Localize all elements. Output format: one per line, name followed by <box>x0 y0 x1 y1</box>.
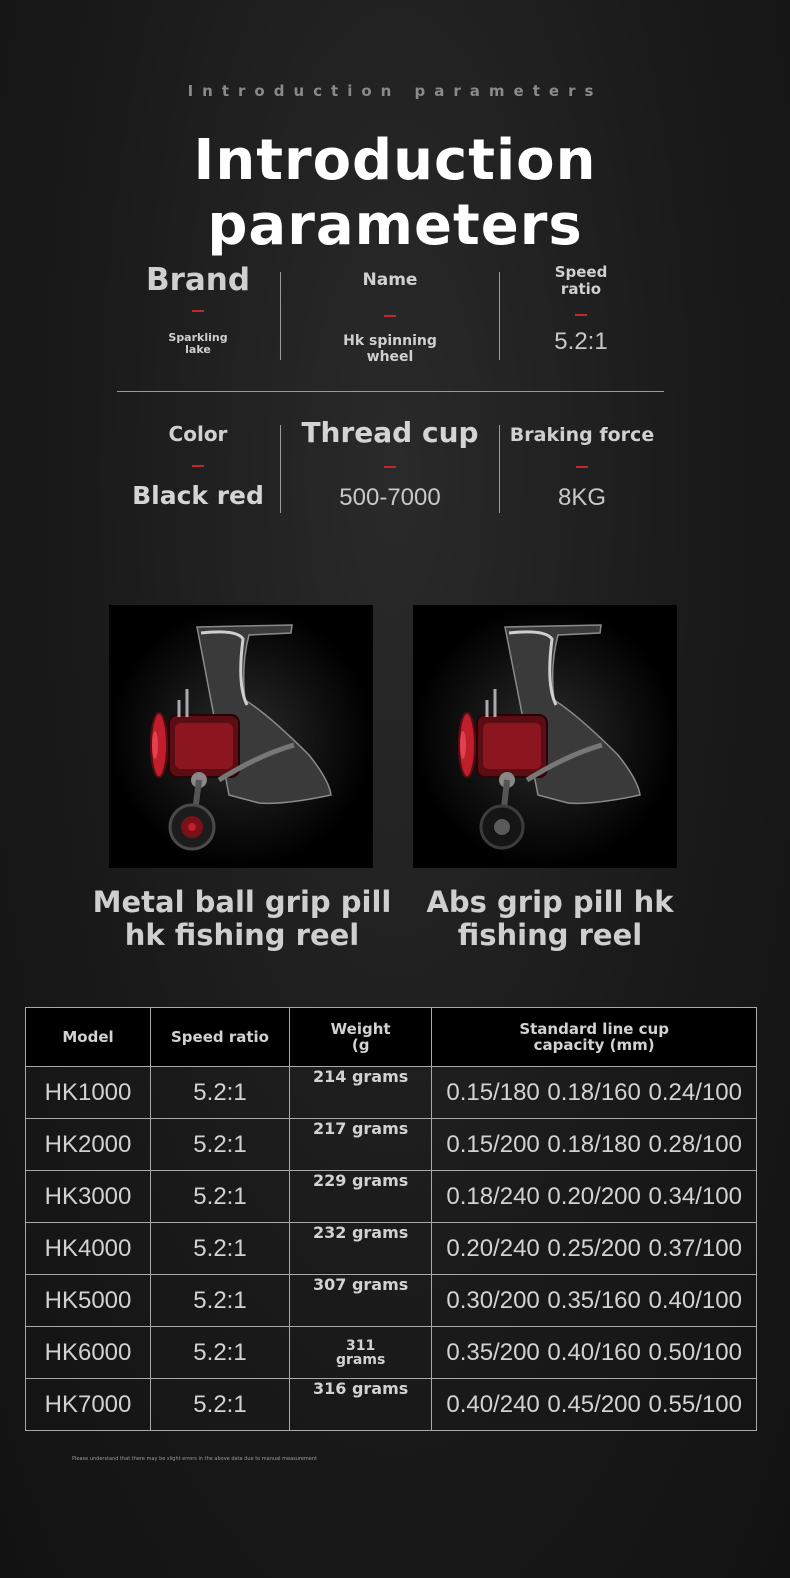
weight-cell: 232 grams <box>290 1223 432 1275</box>
param-name-value: Hk spinning wheel <box>343 333 437 365</box>
table-row <box>26 1223 757 1275</box>
param-brand-label: Brand <box>145 262 251 298</box>
fishing-reel-icon <box>109 605 373 868</box>
param-speed-ratio-value: 5.2:1 <box>554 328 608 355</box>
speed-ratio-cell: 5.2:1 <box>151 1067 290 1119</box>
model-cell: HK6000 <box>26 1327 151 1379</box>
column-header-capacity-text: Standard line cup capacity (mm) <box>519 1020 669 1054</box>
red-dash <box>192 465 204 467</box>
table-row <box>26 1327 757 1379</box>
divider-vertical <box>280 425 281 513</box>
fishing-reel-icon <box>413 605 677 868</box>
section-subtitle: Introduction parameters <box>187 82 603 100</box>
capacity-cell: 0.30/200 0.35/160 0.40/100 <box>432 1275 757 1327</box>
speed-ratio-cell: 5.2:1 <box>151 1223 290 1275</box>
param-thread-cup-value: 500-7000 <box>339 484 441 511</box>
param-braking-force <box>503 424 661 512</box>
model-cell: HK2000 <box>26 1119 151 1171</box>
speed-ratio-cell: 5.2:1 <box>151 1275 290 1327</box>
speed-ratio-cell: 5.2:1 <box>151 1379 290 1431</box>
weight-cell: 311 grams <box>290 1327 432 1379</box>
column-header-weight-text: Weight (g <box>330 1020 391 1054</box>
product-photo-abs-grip <box>413 605 677 868</box>
weight-cell: 214 grams <box>290 1067 432 1119</box>
capacity-cell: 0.40/240 0.45/200 0.55/100 <box>432 1379 757 1431</box>
param-braking-force-value: 8KG <box>557 484 607 511</box>
model-cell: HK5000 <box>26 1275 151 1327</box>
divider-horizontal <box>117 391 664 392</box>
red-dash <box>384 466 396 468</box>
column-header-capacity <box>432 1008 757 1067</box>
param-color <box>118 422 278 510</box>
param-braking-force-label: Braking force <box>509 424 655 446</box>
table-row <box>26 1067 757 1119</box>
footnote: Please understand that there may be slight errors in the above data due to manual measurement <box>72 1456 318 1462</box>
capacity-cell: 0.35/200 0.40/160 0.50/100 <box>432 1327 757 1379</box>
param-color-value: Black red <box>132 481 264 510</box>
table-row <box>26 1171 757 1223</box>
param-thread-cup-label: Thread cup <box>301 416 479 449</box>
table-body <box>26 1067 757 1431</box>
capacity-cell: 0.18/240 0.20/200 0.34/100 <box>432 1171 757 1223</box>
table-row <box>26 1119 757 1171</box>
divider-vertical <box>499 425 500 513</box>
speed-ratio-cell: 5.2:1 <box>151 1119 290 1171</box>
column-header-weight <box>290 1008 432 1067</box>
divider-vertical <box>280 272 281 360</box>
param-name-label: Name <box>362 270 418 290</box>
red-dash <box>384 315 396 317</box>
param-brand-value: Sparkling lake <box>168 331 228 356</box>
column-header-speed-ratio: Speed ratio <box>151 1008 290 1067</box>
param-brand <box>118 262 278 356</box>
product-caption-abs-grip: Abs grip pill hk fishing reel <box>426 885 674 952</box>
table-row <box>26 1379 757 1431</box>
model-cell: HK1000 <box>26 1067 151 1119</box>
column-header-model: Model <box>26 1008 151 1067</box>
weight-cell: 316 grams <box>290 1379 432 1431</box>
weight-cell: 229 grams <box>290 1171 432 1223</box>
model-cell: HK4000 <box>26 1223 151 1275</box>
page-title: Introduction parameters <box>193 128 597 258</box>
model-cell: HK7000 <box>26 1379 151 1431</box>
red-dash <box>192 310 204 312</box>
table-header-row <box>26 1008 757 1067</box>
weight-cell: 217 grams <box>290 1119 432 1171</box>
param-speed-ratio-label: Speed ratio <box>554 263 608 298</box>
param-speed-ratio <box>521 264 641 356</box>
weight-cell: 307 grams <box>290 1275 432 1327</box>
product-photo-metal-grip <box>109 605 373 868</box>
spec-table <box>25 1007 757 1431</box>
red-dash <box>575 314 587 316</box>
param-thread-cup <box>290 416 490 512</box>
divider-vertical <box>499 272 500 360</box>
speed-ratio-cell: 5.2:1 <box>151 1327 290 1379</box>
capacity-cell: 0.15/180 0.18/160 0.24/100 <box>432 1067 757 1119</box>
param-name <box>300 270 480 365</box>
param-color-label: Color <box>168 422 228 446</box>
table-row <box>26 1275 757 1327</box>
red-dash <box>576 466 588 468</box>
product-caption-metal-grip: Metal ball grip pill hk fishing reel <box>92 885 392 952</box>
model-cell: HK3000 <box>26 1171 151 1223</box>
capacity-cell: 0.15/200 0.18/180 0.28/100 <box>432 1119 757 1171</box>
speed-ratio-cell: 5.2:1 <box>151 1171 290 1223</box>
capacity-cell: 0.20/240 0.25/200 0.37/100 <box>432 1223 757 1275</box>
